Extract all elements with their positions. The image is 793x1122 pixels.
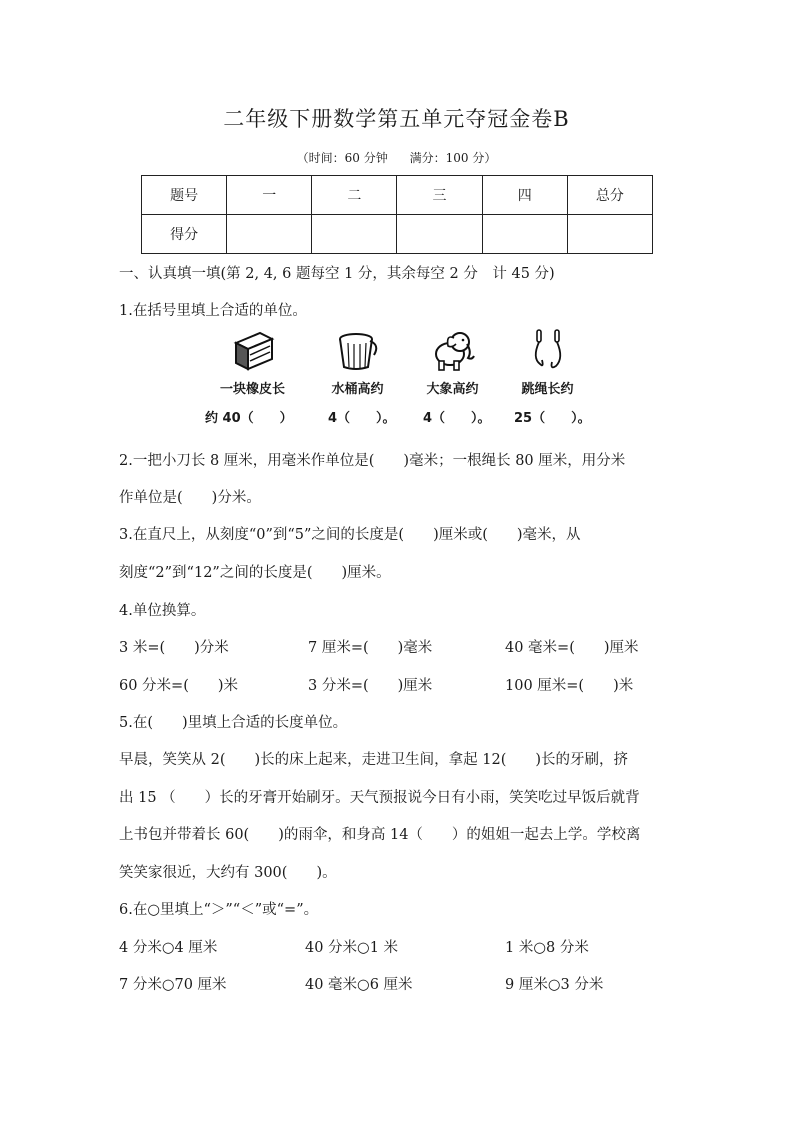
question-5-paragraph-line: 出 15 （ ）长的牙膏开始刷牙。天气预报说今日有小雨，笑笑吃过早饭后就背 — [119, 790, 640, 806]
conversion-item: 60 分米=( )米 — [119, 678, 239, 694]
score-input-cell[interactable] — [312, 215, 397, 254]
score-input-cell[interactable] — [567, 215, 652, 254]
compare-item: 1 米○8 分米 — [505, 940, 589, 956]
eraser-icon — [230, 329, 276, 371]
table-cell: 题号 — [142, 176, 227, 215]
figure-elephant — [405, 327, 500, 426]
question-1: 1.在括号里填上合适的单位。 — [119, 303, 307, 319]
compare-item: 9 厘米○3 分米 — [505, 977, 604, 993]
question-2-line-2: 作单位是( )分米。 — [119, 490, 261, 506]
figure-eraser — [205, 327, 300, 426]
question-3-line-1: 3.在直尺上，从刻度“0”到“5”之间的长度是( )厘米或( )毫米，从 — [119, 527, 581, 543]
figure-row — [205, 327, 605, 427]
compare-item: 40 毫米○6 厘米 — [305, 977, 413, 993]
score-table — [141, 175, 653, 254]
table-cell: 二 — [312, 176, 397, 215]
score-input-cell[interactable] — [397, 215, 482, 254]
score-input-cell[interactable] — [482, 215, 567, 254]
figure-caption: 跳绳长约 — [521, 382, 574, 397]
jump-rope-icon — [528, 328, 568, 372]
conversion-item: 3 米=( )分米 — [119, 640, 229, 656]
figure-jump-rope — [500, 327, 595, 426]
question-5: 5.在( )里填上合适的长度单位。 — [119, 715, 348, 731]
question-3-line-2: 刻度“2”到“12”之间的长度是( )厘米。 — [119, 565, 391, 581]
answer-blank[interactable]: 约 40（ ） — [205, 411, 293, 426]
question-5-paragraph-line: 上书包并带着长 60( )的雨伞，和身高 14（ ）的姐姐一起去上学。学校离 — [119, 827, 641, 843]
question-4: 4.单位换算。 — [119, 603, 206, 619]
table-row — [142, 215, 653, 254]
compare-item: 40 分米○1 米 — [305, 940, 399, 956]
section-heading: 一、认真填一填(第 2, 4, 6 题每空 1 分，其余每空 2 分 计 45 分) — [119, 266, 555, 282]
question-5-paragraph-line: 笑笑家很近，大约有 300( )。 — [119, 865, 337, 881]
table-cell: 四 — [482, 176, 567, 215]
answer-blank[interactable]: 4（ ）。 — [328, 411, 396, 426]
conversion-item: 3 分米=( )厘米 — [308, 678, 433, 694]
time-limit: （时间：60 分钟 — [296, 151, 388, 165]
question-2-line-1: 2.一把小刀长 8 厘米，用毫米作单位是( )毫米；一根绳长 80 厘米，用分米 — [119, 453, 626, 469]
table-row — [142, 176, 653, 215]
conversion-item: 40 毫米=( )厘米 — [505, 640, 639, 656]
elephant-icon — [430, 328, 476, 372]
question-5-paragraph-line: 早晨，笑笑从 2( )长的床上起来，走进卫生间，拿起 12( )长的牙刷，挤 — [119, 752, 629, 768]
figure-caption: 水桶高约 — [331, 382, 384, 397]
table-cell: 一 — [227, 176, 312, 215]
figure-bucket — [310, 327, 405, 426]
answer-blank[interactable]: 4（ ）。 — [423, 411, 491, 426]
page-title: 二年级下册数学第五单元夺冠金卷B — [223, 107, 570, 131]
table-cell: 三 — [397, 176, 482, 215]
full-score: 满分：100 分） — [409, 151, 497, 165]
compare-item: 4 分米○4 厘米 — [119, 940, 218, 956]
bucket-icon — [334, 329, 382, 371]
score-input-cell[interactable] — [227, 215, 312, 254]
conversion-item: 7 厘米=( )毫米 — [308, 640, 433, 656]
table-cell: 得分 — [142, 215, 227, 254]
compare-item: 7 分米○70 厘米 — [119, 977, 227, 993]
exam-info — [0, 149, 793, 166]
table-cell: 总分 — [567, 176, 652, 215]
figure-caption: 大象高约 — [426, 382, 479, 397]
figure-caption: 一块橡皮长 — [219, 382, 285, 397]
question-6: 6.在○里填上“＞”“＜”或“=”。 — [119, 902, 319, 918]
conversion-item: 100 厘米=( )米 — [505, 678, 634, 694]
answer-blank[interactable]: 25（ ）。 — [514, 411, 591, 426]
